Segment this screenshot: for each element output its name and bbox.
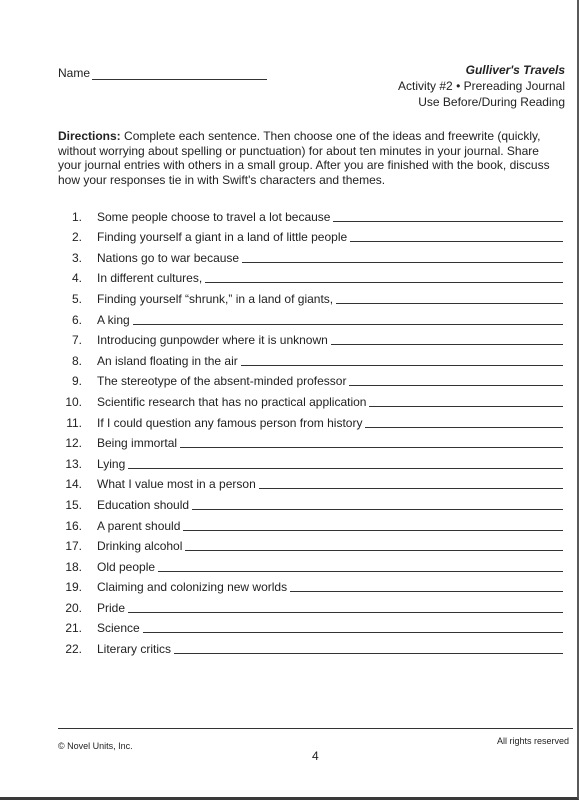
item-number: 15. [65, 497, 82, 512]
answer-blank[interactable] [205, 281, 563, 283]
item-prompt: Being immortal [97, 436, 178, 451]
list-item [58, 285, 563, 306]
list-item [58, 409, 563, 430]
item-number: 9. [71, 374, 82, 389]
list-item [58, 471, 563, 492]
item-number: 19. [65, 580, 82, 595]
answer-blank[interactable] [290, 590, 563, 592]
item-number: 21. [65, 621, 82, 636]
answer-blank[interactable] [180, 446, 563, 448]
item-prompt: Introducing gunpowder where it is unknown [97, 333, 328, 348]
list-item [58, 491, 563, 512]
item-prompt: Scientific research that has no practical application [97, 394, 367, 409]
answer-blank[interactable] [128, 611, 563, 613]
answer-blank[interactable] [365, 426, 563, 428]
item-prompt: A king [97, 312, 130, 327]
item-number: 16. [65, 518, 82, 533]
list-item [58, 306, 563, 327]
name-label: Name [58, 66, 91, 80]
item-prompt: Finding yourself a giant in a land of little people [97, 230, 348, 245]
item-number: 14. [65, 477, 82, 492]
answer-blank[interactable] [333, 220, 563, 222]
list-item [58, 388, 563, 409]
item-number: 13. [65, 456, 82, 471]
answer-blank[interactable] [133, 323, 563, 325]
item-number: 12. [65, 436, 82, 451]
list-item [58, 512, 563, 533]
list-item [58, 450, 563, 471]
answer-blank[interactable] [183, 529, 563, 531]
answer-blank[interactable] [174, 652, 563, 654]
item-prompt: Pride [97, 600, 126, 615]
list-item [58, 430, 563, 451]
item-prompt: In different cultures, [97, 271, 203, 286]
item-number: 18. [65, 559, 82, 574]
answer-blank[interactable] [128, 467, 563, 469]
item-number: 6. [71, 312, 82, 327]
list-item [58, 533, 563, 554]
answer-blank[interactable] [349, 384, 563, 386]
copyright-notice: © Novel Units, Inc. [58, 741, 133, 751]
document-header [398, 62, 565, 110]
item-number: 8. [71, 353, 82, 368]
item-prompt: A parent should [97, 518, 181, 533]
list-item [58, 265, 563, 286]
item-prompt: Literary critics [97, 642, 172, 657]
list-item [58, 635, 563, 656]
item-number: 11. [66, 415, 82, 430]
answer-blank[interactable] [336, 302, 563, 304]
item-number: 1. [71, 209, 82, 224]
item-prompt: Old people [97, 559, 156, 574]
prompt-list [58, 203, 563, 656]
item-prompt: An island floating in the air [97, 353, 238, 368]
item-number: 5. [71, 291, 82, 306]
item-prompt: What I value most in a person [97, 477, 256, 492]
activity-label: Activity #2 • Prereading Journal [398, 79, 565, 93]
item-prompt: If I could question any famous person from history [97, 415, 363, 430]
directions-paragraph [58, 129, 563, 187]
answer-blank[interactable] [185, 549, 563, 551]
list-item [58, 553, 563, 574]
answer-blank[interactable] [241, 364, 563, 366]
list-item [58, 615, 563, 636]
answer-blank[interactable] [259, 487, 563, 489]
list-item [58, 327, 563, 348]
item-prompt: Lying [97, 456, 126, 471]
list-item [58, 594, 563, 615]
directions-label: Directions: [58, 129, 121, 143]
answer-blank[interactable] [143, 631, 563, 633]
item-prompt: Finding yourself “shrunk,” in a land of giants, [97, 291, 334, 306]
item-prompt: Science [97, 621, 140, 636]
list-item [58, 244, 563, 265]
directions-text: Complete each sentence. Then choose one of the ideas and freewrite (quickly, without worrying about spelling or punctuation) for about ten minutes in your journal. Share your journal entries with others in a small group. After you are finished with the book, discuss how your responses tie in with Swift's characters and themes. [58, 129, 550, 187]
item-prompt: The stereotype of the absent-minded professor [97, 374, 347, 389]
list-item [58, 368, 563, 389]
answer-blank[interactable] [242, 261, 563, 263]
item-number: 20. [65, 600, 82, 615]
list-item [58, 203, 563, 224]
item-number: 22. [65, 642, 82, 657]
item-prompt: Some people choose to travel a lot because [97, 209, 331, 224]
item-number: 3. [71, 250, 82, 265]
item-prompt: Education should [97, 497, 190, 512]
item-prompt: Nations go to war because [97, 250, 240, 265]
answer-blank[interactable] [158, 570, 563, 572]
answer-blank[interactable] [331, 343, 563, 345]
item-number: 7. [71, 333, 82, 348]
usage-label: Use Before/During Reading [418, 95, 565, 109]
item-number: 2. [71, 230, 82, 245]
item-number: 4. [71, 271, 82, 286]
name-row [58, 66, 267, 80]
list-item [58, 574, 563, 595]
answer-blank[interactable] [369, 405, 563, 407]
book-title: Gulliver's Travels [465, 63, 565, 77]
name-blank[interactable] [92, 67, 267, 80]
footer-divider [58, 728, 573, 729]
item-prompt: Drinking alcohol [97, 539, 183, 554]
answer-blank[interactable] [350, 240, 563, 242]
item-number: 17. [65, 539, 82, 554]
rights-notice: All rights reserved [496, 736, 569, 746]
item-prompt: Claiming and colonizing new worlds [97, 580, 288, 595]
list-item [58, 347, 563, 368]
answer-blank[interactable] [192, 508, 563, 510]
list-item [58, 224, 563, 245]
item-number: 10. [65, 394, 82, 409]
page-number: 4 [312, 749, 319, 763]
